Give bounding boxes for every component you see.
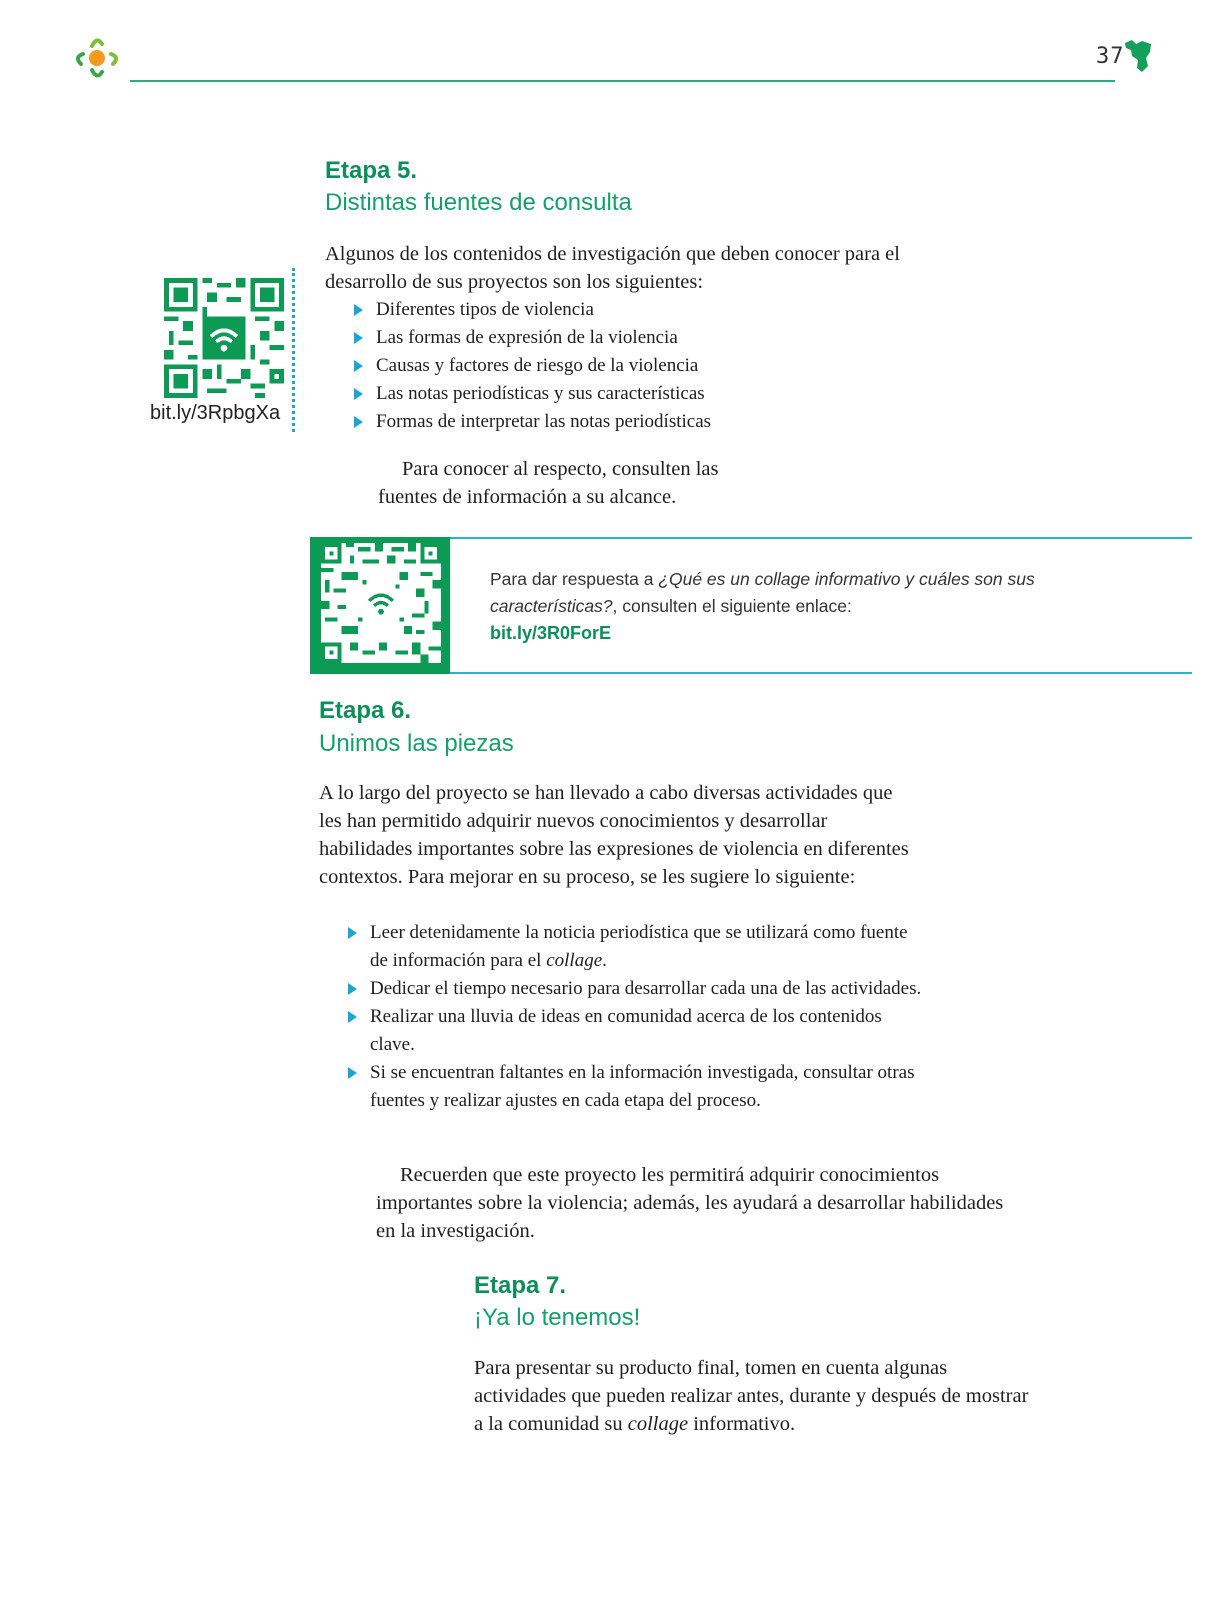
list-item: Diferentes tipos de violencia xyxy=(376,296,936,324)
stage5-intro: Algunos de los contenidos de investigación que deben conocer para el desarrollo de sus proyectos son los siguientes: xyxy=(325,243,900,293)
bullet-arrow-icon xyxy=(354,304,363,316)
list-item: Causas y factores de riesgo de la violencia xyxy=(376,352,936,380)
qr-code-icon[interactable] xyxy=(164,278,284,398)
bullet-arrow-icon xyxy=(348,1011,357,1023)
stage5-number: Etapa 5. xyxy=(325,157,418,184)
stage7-text: Para presentar su producto final, tomen en cuenta algunas actividades que pueden realizar antes, durante y después de mostrar a la comunidad su collage informativo. xyxy=(474,1357,1029,1435)
list-item: Dedicar el tiempo necesario para desarrollar cada una de las actividades. xyxy=(370,975,930,1003)
stage6-closing: Recuerden que este proyecto les permitirá adquirir conocimientos importantes sobre la violencia; además, les ayudará a desarrollar habilidades en la investigación. xyxy=(376,1164,1004,1242)
stage6-title: Unimos las piezas xyxy=(319,730,514,757)
stage6-number: Etapa 6. xyxy=(319,697,412,724)
banner-text-before: Para dar respuesta a xyxy=(490,569,659,589)
mexico-map-icon xyxy=(1122,38,1154,74)
list-item: Formas de interpretar las notas periodísticas xyxy=(376,408,936,436)
banner-question: ¿Qué es un collage informativo y cuáles son sus características? xyxy=(490,569,1035,616)
banner-text-after: , consulten el siguiente enlace: xyxy=(612,596,852,616)
qr-link-stage5[interactable]: bit.ly/3RpbgXa xyxy=(150,402,281,424)
qr-code-icon[interactable] xyxy=(321,543,441,663)
dotted-divider xyxy=(292,268,295,432)
header-rule xyxy=(130,80,1115,82)
stage5-title: Distintas fuentes de consulta xyxy=(325,189,632,216)
stage6-intro: A lo largo del proyecto se han llevado a cabo diversas actividades que les han permitido adquirir nuevos conocimientos y desarrollar habilidades importantes sobre las expresiones de violencia en diferentes contextos. Para mejorar en su proceso, se les sugiere lo siguiente: xyxy=(319,782,909,888)
list-item: Las formas de expresión de la violencia xyxy=(376,324,936,352)
bullet-arrow-icon xyxy=(354,388,363,400)
stage5-closing: Para conocer al respecto, consulten las fuentes de información a su alcance. xyxy=(378,458,719,508)
bullet-arrow-icon xyxy=(348,927,357,939)
list-item: Realizar una lluvia de ideas en comunidad acerca de los contenidos clave. xyxy=(370,1003,930,1059)
list-item: Si se encuentran faltantes en la información investigada, consultar otras fuentes y realizar ajustes en cada etapa del proceso. xyxy=(370,1059,930,1115)
stage7-title: ¡Ya lo tenemos! xyxy=(474,1304,641,1331)
bullet-arrow-icon xyxy=(354,360,363,372)
stage7-number: Etapa 7. xyxy=(474,1272,567,1299)
bullet-arrow-icon xyxy=(348,1067,357,1079)
flower-logo-icon xyxy=(72,34,124,84)
list-item: Leer detenidamente la noticia periodística que se utilizará como fuente de información para el collage. xyxy=(370,919,930,975)
banner-link[interactable]: bit.ly/3R0ForE xyxy=(490,623,612,643)
list-item: Las notas periodísticas y sus características xyxy=(376,380,936,408)
bullet-arrow-icon xyxy=(354,416,363,428)
stage6-list xyxy=(370,919,930,1115)
banner-text xyxy=(490,566,1130,647)
bullet-arrow-icon xyxy=(348,983,357,995)
bullet-arrow-icon xyxy=(354,332,363,344)
stage5-list xyxy=(376,296,936,436)
page-number: 37 xyxy=(1096,44,1125,69)
